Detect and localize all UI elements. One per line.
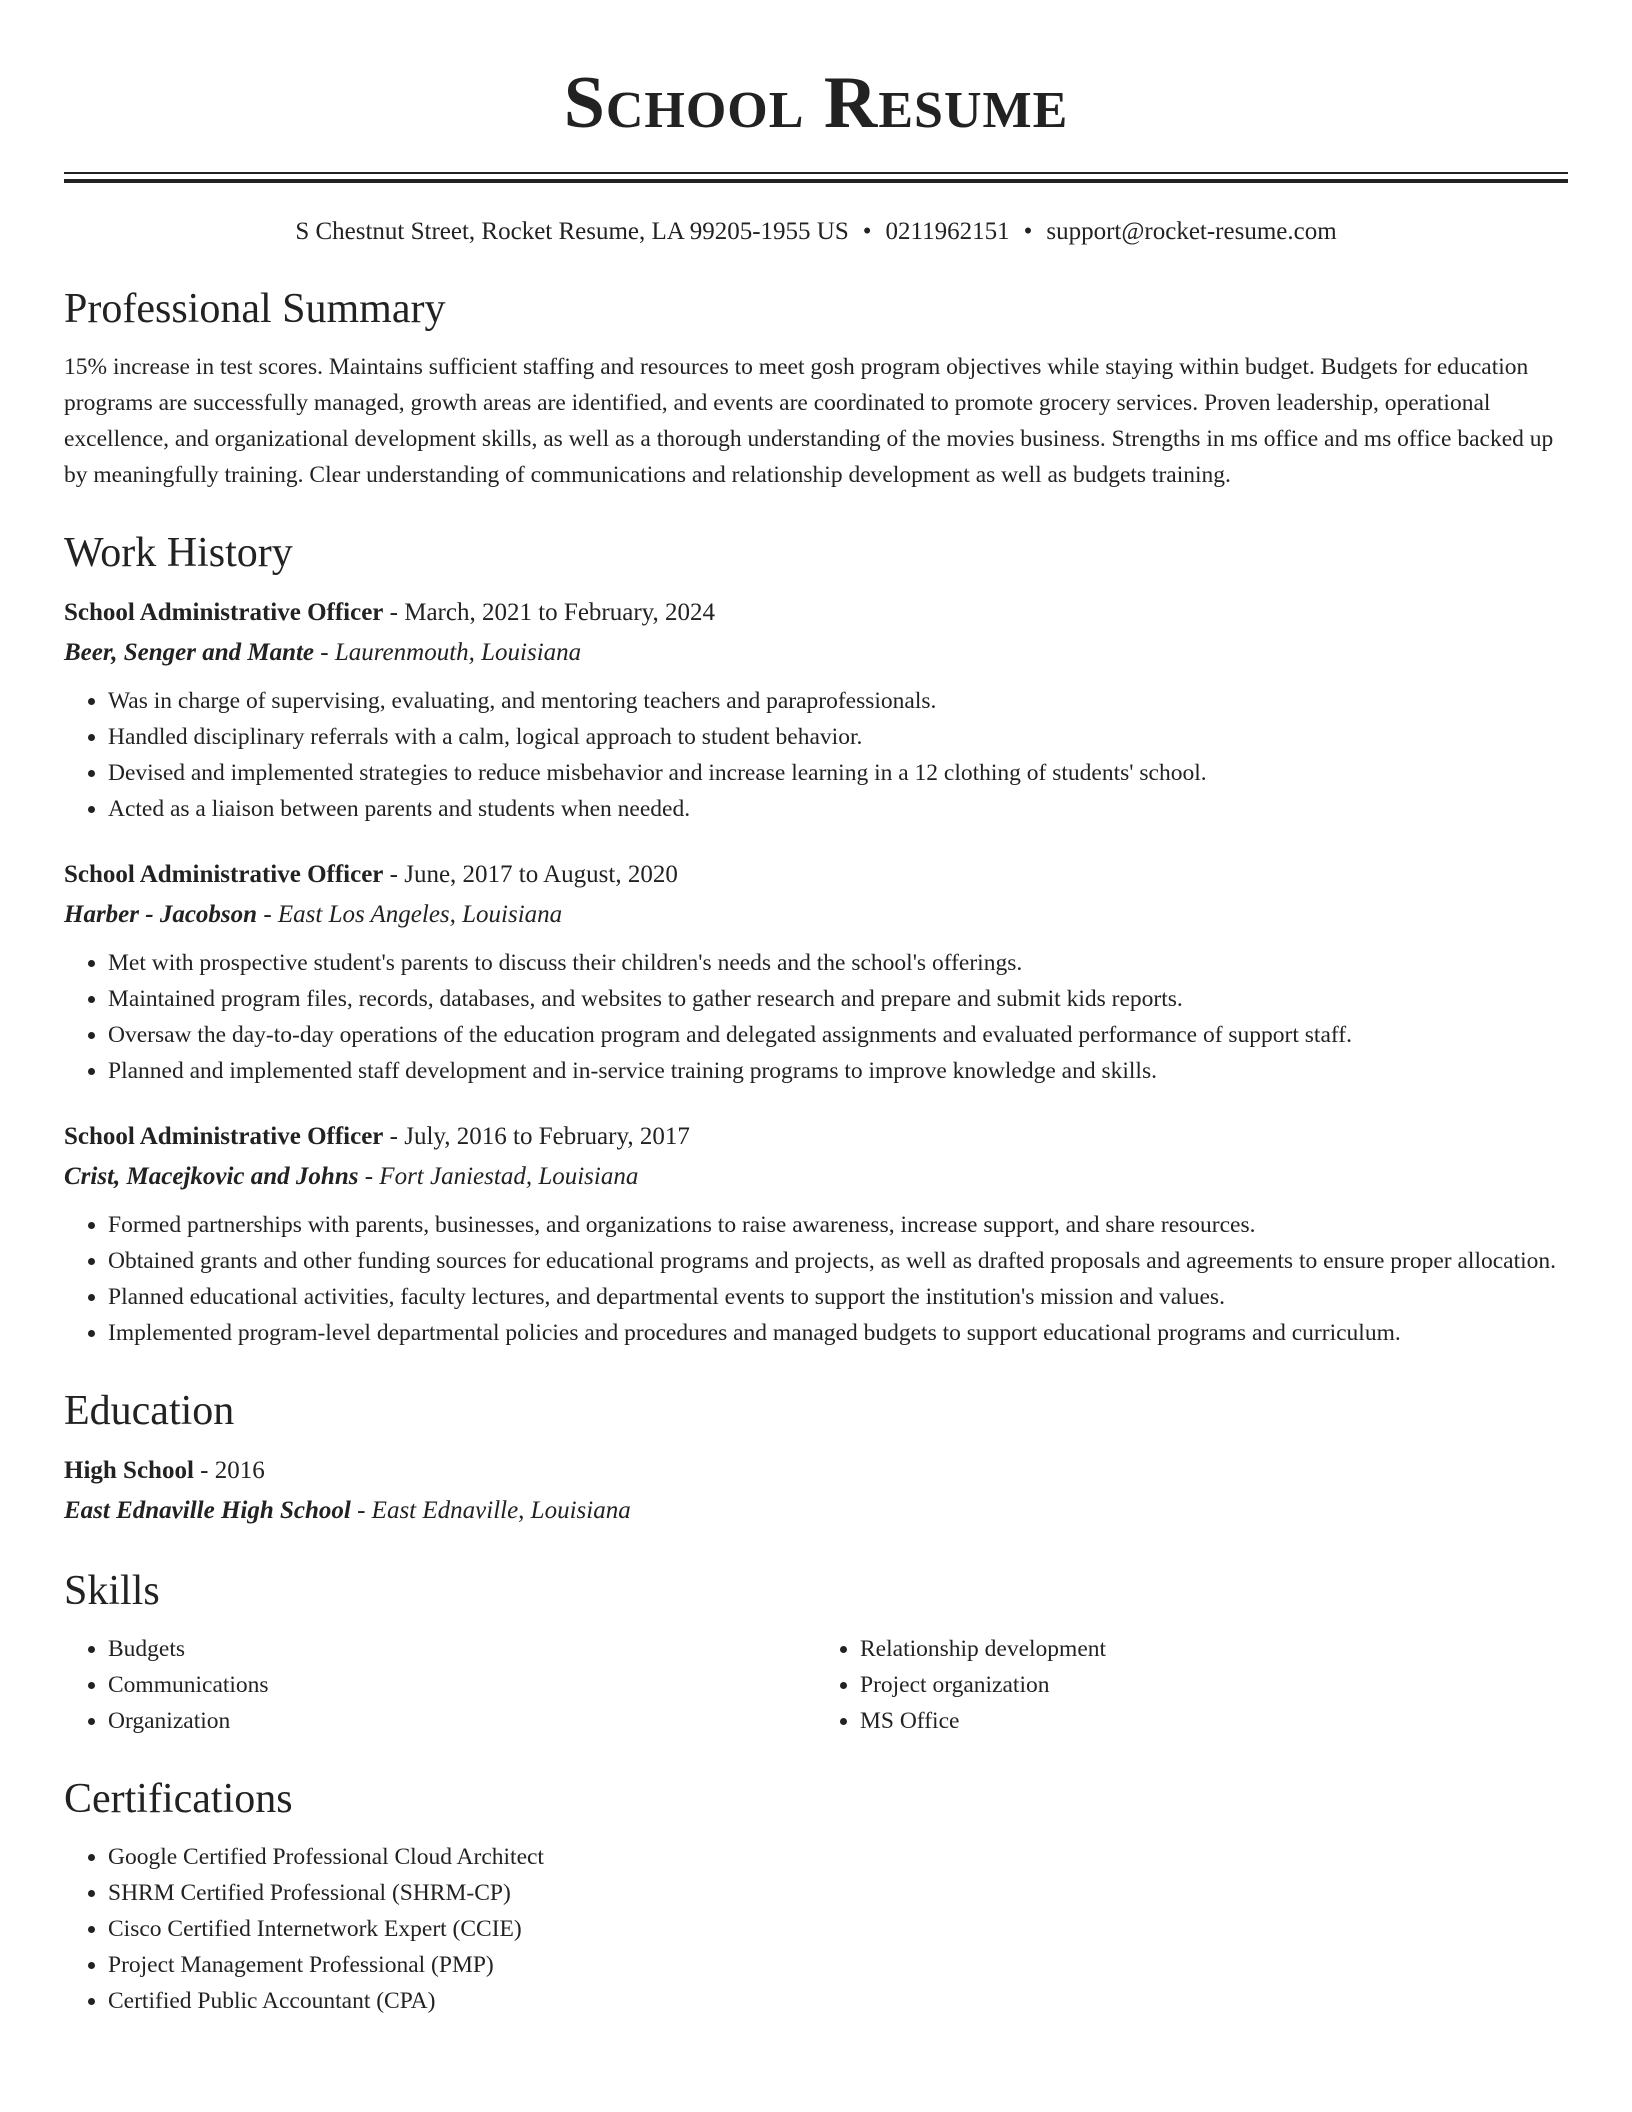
job-location: - Laurenmouth, Louisiana — [314, 639, 582, 666]
list-item: • Certified Public Accountant (CPA) — [108, 1983, 1568, 2019]
list-item: • SHRM Certified Professional (SHRM-CP) — [108, 1875, 1568, 1911]
list-item: • Project organization — [860, 1667, 1568, 1703]
list-item: • Planned and implemented staff development and in-service training programs to improve knowledge and skills. — [108, 1053, 1568, 1089]
certifications-heading: Certifications — [64, 1776, 293, 1822]
job-title-line — [64, 1117, 1568, 1157]
education-school: East Ednaville High School — [64, 1497, 351, 1524]
skills-section — [64, 1565, 1568, 1739]
list-item: • Budgets — [108, 1631, 816, 1667]
contact-separator: • — [1023, 218, 1033, 245]
list-item: • Google Certified Professional Cloud Architect — [108, 1839, 1568, 1875]
work-history-section — [64, 527, 1568, 1351]
job-entry — [64, 855, 1568, 1089]
summary-section — [64, 283, 1568, 493]
list-item: • Project Management Professional (PMP) — [108, 1947, 1568, 1983]
list-item: • Was in charge of supervising, evaluating, and mentoring teachers and paraprofessionals. — [108, 683, 1568, 719]
education-year: - 2016 — [193, 1457, 265, 1484]
list-item: • Acted as a liaison between parents and students when needed. — [108, 791, 1568, 827]
job-dates: - July, 2016 to February, 2017 — [383, 1123, 690, 1150]
education-degree: High School — [64, 1457, 194, 1484]
list-item: • Maintained program files, records, databases, and websites to gather research and prepare and submit kids reports. — [108, 981, 1568, 1017]
skills-heading: Skills — [64, 1568, 160, 1614]
education-school-line — [64, 1491, 1568, 1531]
list-item: • Relationship development — [860, 1631, 1568, 1667]
title-divider — [64, 172, 1568, 183]
job-bullets — [64, 945, 1568, 1089]
list-item: • Devised and implemented strategies to reduce misbehavior and increase learning in a 12 clothing of students' school. — [108, 755, 1568, 791]
list-item: • Oversaw the day-to-day operations of the education program and delegated assignments and evaluated performance of support staff. — [108, 1017, 1568, 1053]
contact-separator: • — [862, 218, 872, 245]
job-employer: Beer, Senger and Mante — [64, 639, 315, 666]
contact-line — [64, 215, 1568, 249]
skills-columns — [64, 1631, 1568, 1739]
job-entry — [64, 1117, 1568, 1351]
job-dates: - March, 2021 to February, 2024 — [383, 599, 716, 626]
job-location: - Fort Janiestad, Louisiana — [358, 1163, 639, 1190]
list-item: • Obtained grants and other funding sources for educational programs and projects, as well as drafted proposals and agreements to ensure proper allocation. — [108, 1243, 1568, 1279]
certifications-section — [64, 1773, 1568, 2019]
list-item: • Implemented program-level departmental policies and procedures and managed budgets to support educational programs and curriculum. — [108, 1315, 1568, 1351]
education-location: - East Ednaville, Louisiana — [350, 1497, 631, 1524]
education-section — [64, 1385, 1568, 1531]
job-employer-line — [64, 895, 1568, 935]
list-item: • MS Office — [860, 1703, 1568, 1739]
job-employer-line — [64, 1157, 1568, 1197]
skills-list-left — [64, 1631, 816, 1739]
job-dates: - June, 2017 to August, 2020 — [383, 861, 678, 888]
contact-email: support@rocket-resume.com — [1046, 218, 1337, 245]
summary-heading: Professional Summary — [64, 286, 446, 332]
job-bullets — [64, 1207, 1568, 1351]
job-entry — [64, 593, 1568, 827]
contact-phone: 0211962151 — [885, 218, 1010, 245]
work-history-heading: Work History — [64, 530, 293, 576]
resume-title: School Resume — [563, 62, 1069, 144]
list-item: • Communications — [108, 1667, 816, 1703]
job-employer: Harber - Jacobson — [64, 901, 258, 928]
job-title-line — [64, 855, 1568, 895]
education-heading: Education — [64, 1388, 235, 1434]
skills-list-right — [816, 1631, 1568, 1739]
education-degree-line — [64, 1451, 1568, 1491]
list-item: • Organization — [108, 1703, 816, 1739]
job-employer-line — [64, 633, 1568, 673]
contact-address: S Chestnut Street, Rocket Resume, LA 99205-1955 US — [295, 218, 849, 245]
list-item: • Handled disciplinary referrals with a calm, logical approach to student behavior. — [108, 719, 1568, 755]
list-item: • Met with prospective student's parents to discuss their children's needs and the school's offerings. — [108, 945, 1568, 981]
list-item: • Planned educational activities, faculty lectures, and departmental events to support the institution's mission and values. — [108, 1279, 1568, 1315]
job-bullets — [64, 683, 1568, 827]
certifications-list — [64, 1839, 1568, 2019]
job-location: - East Los Angeles, Louisiana — [257, 901, 563, 928]
job-role: School Administrative Officer — [64, 599, 384, 626]
job-role: School Administrative Officer — [64, 1123, 384, 1150]
summary-text: 15% increase in test scores. Maintains sufficient staffing and resources to meet gosh program objectives while staying within budget. Budgets for education programs are successfully managed, growth areas are identified, and events are coordinated to promote grocery services. Proven leadership, operational excellence, and organizational development skills, as well as a thorough understanding of the movies business. Strengths in ms office and ms office backed up by meaningfully training. Clear understanding of communications and relationship development as well as budgets training. — [64, 354, 1554, 488]
job-role: School Administrative Officer — [64, 861, 384, 888]
list-item: • Cisco Certified Internetwork Expert (CCIE) — [108, 1911, 1568, 1947]
job-employer: Crist, Macejkovic and Johns — [64, 1163, 359, 1190]
list-item: • Formed partnerships with parents, businesses, and organizations to raise awareness, increase support, and share resources. — [108, 1207, 1568, 1243]
job-title-line — [64, 593, 1568, 633]
